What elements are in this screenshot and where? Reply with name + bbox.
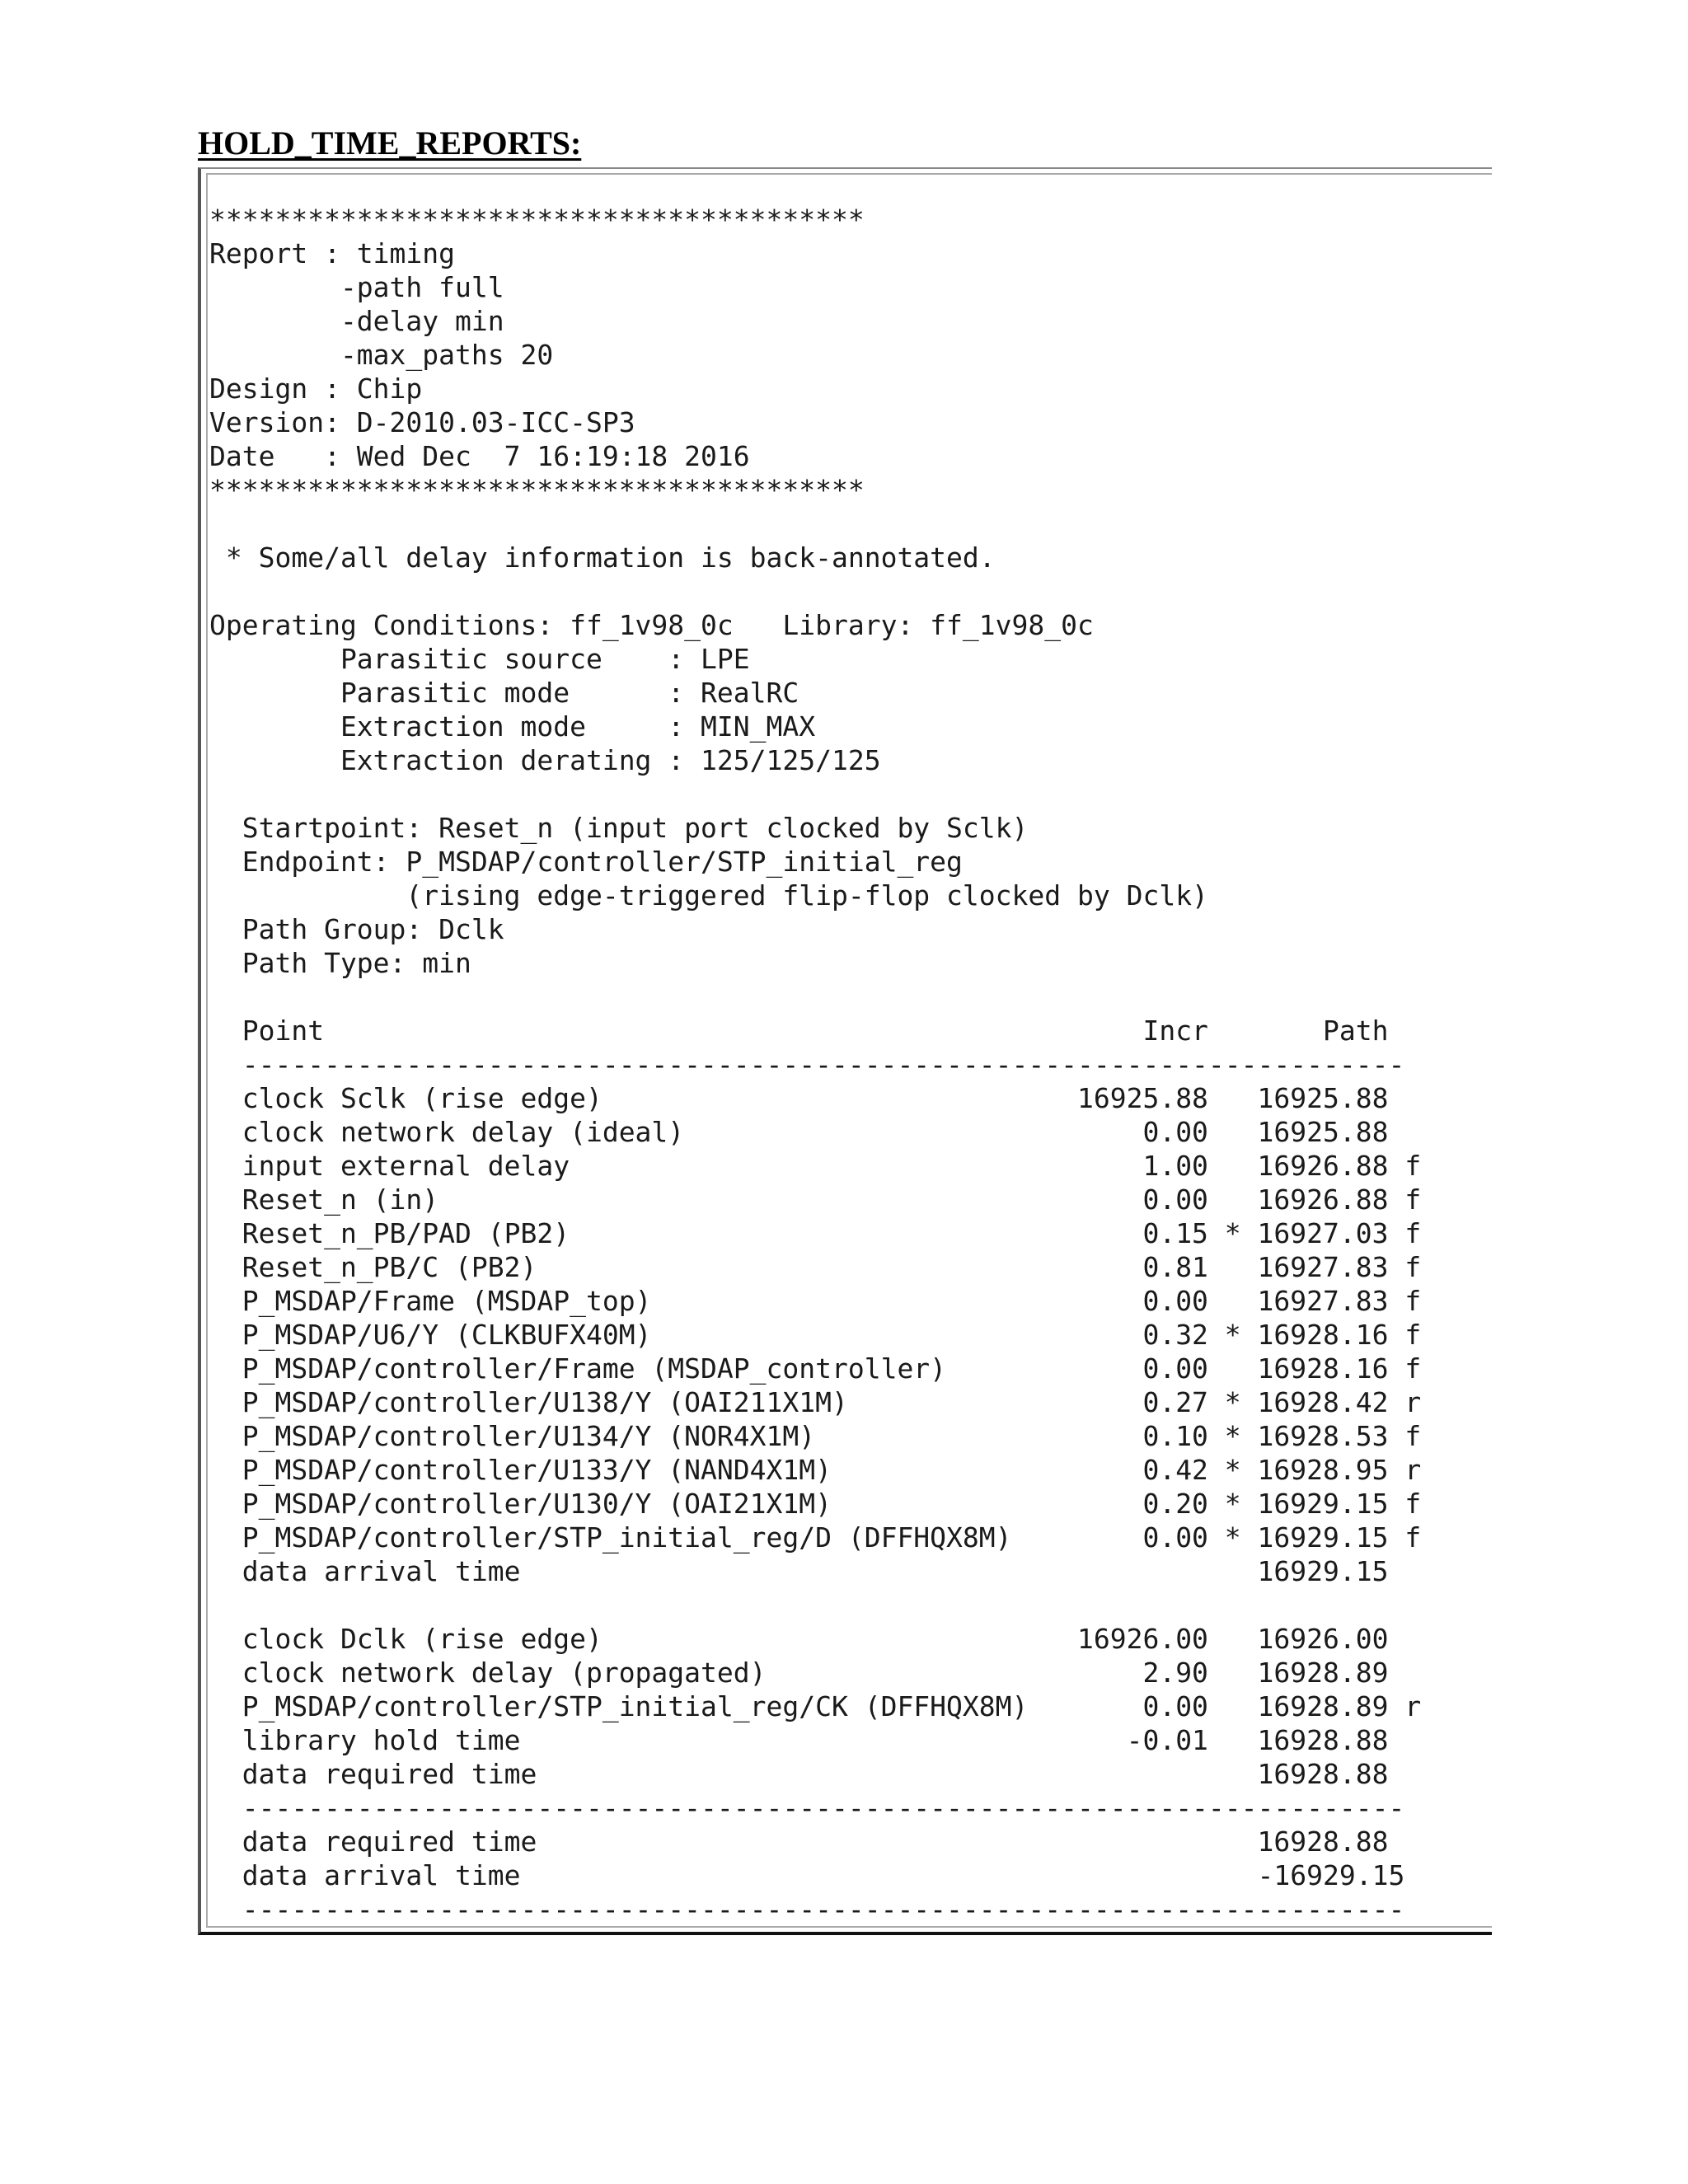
report-line [209,777,1492,811]
report-line: clock Dclk (rise edge) 16926.00 16926.00 [209,1623,1389,1655]
report-line: **************************************** [209,204,865,236]
report-line: Date : Wed Dec 7 16:19:18 2016 [209,440,750,472]
report-line: -delay min [209,305,504,337]
report-line: Reset_n_PB/PAD (PB2) 0.15 * 16927.03 f [209,1217,1422,1249]
report-line: input external delay 1.00 16926.88 f [209,1150,1422,1182]
report-line: Reset_n_PB/C (PB2) 0.81 16927.83 f [209,1251,1422,1283]
timing-report-text [209,203,1492,1926]
report-line: P_MSDAP/controller/U133/Y (NAND4X1M) 0.42 * 16928.95 r [209,1454,1422,1486]
report-line: Version: D-2010.03-ICC-SP3 [209,406,635,438]
report-line: clock network delay (propagated) 2.90 16928.89 [209,1657,1389,1689]
report-line: Point Incr Path [209,1015,1389,1047]
report-line [209,507,1492,541]
report-line: P_MSDAP/controller/U134/Y (NOR4X1M) 0.10 * 16928.53 f [209,1420,1422,1452]
report-line: ----------------------------------------------------------------------- [209,1893,1405,1925]
report-line: (rising edge-triggered flip-flop clocked by Dclk) [209,879,1208,912]
report-line: data arrival time 16929.15 [209,1555,1389,1587]
report-line: P_MSDAP/Frame (MSDAP_top) 0.00 16927.83 f [209,1285,1422,1317]
report-line: clock network delay (ideal) 0.00 16925.88 [209,1116,1389,1148]
report-line: Extraction derating : 125/125/125 [209,744,881,776]
report-line: library hold time -0.01 16928.88 [209,1724,1389,1756]
report-line: P_MSDAP/controller/Frame (MSDAP_controller) 0.00 16928.16 f [209,1352,1422,1385]
report-line: ----------------------------------------------------------------------- [209,1792,1405,1824]
report-line: ----------------------------------------------------------------------- [209,1048,1405,1080]
report-line: P_MSDAP/controller/U138/Y (OAI211X1M) 0.27 * 16928.42 r [209,1386,1422,1418]
report-line: Reset_n (in) 0.00 16926.88 f [209,1183,1422,1216]
report-line: P_MSDAP/controller/STP_initial_reg/CK (DFFHQX8M) 0.00 16928.89 r [209,1690,1422,1722]
report-line: Extraction mode : MIN_MAX [209,710,816,743]
report-line: Operating Conditions: ff_1v98_0c Library: ff_1v98_0c [209,609,1094,641]
report-line: Parasitic source : LPE [209,643,750,675]
report-line: data arrival time -16929.15 [209,1859,1405,1891]
report-line: Design : Chip [209,373,423,405]
report-line [209,980,1492,1014]
report-line: P_MSDAP/controller/STP_initial_reg/D (DFFHQX8M) 0.00 * 16929.15 f [209,1521,1422,1554]
report-line: **************************************** [209,474,865,506]
report-frame [198,167,1492,1935]
report-line: data required time 16928.88 [209,1825,1389,1858]
page-title: HOLD_TIME_REPORTS: [198,124,582,162]
report-line: Path Type: min [209,947,471,979]
report-line: Endpoint: P_MSDAP/controller/STP_initial_reg [209,846,963,878]
report-line: -max_paths 20 [209,339,554,371]
report-line: Report : timing [209,237,456,269]
report-line [209,574,1492,608]
report-line [209,1588,1492,1622]
report-line: Path Group: Dclk [209,913,504,945]
report-line: -path full [209,271,504,303]
report-line: P_MSDAP/controller/U130/Y (OAI21X1M) 0.20 * 16929.15 f [209,1488,1422,1520]
report-line: * Some/all delay information is back-annotated. [209,541,996,574]
report-line: data required time 16928.88 [209,1758,1389,1790]
report-line: Startpoint: Reset_n (input port clocked by Sclk) [209,812,1029,844]
report-line: clock Sclk (rise edge) 16925.88 16925.88 [209,1082,1389,1114]
report-line: Parasitic mode : RealRC [209,677,799,709]
report-line: P_MSDAP/U6/Y (CLKBUFX40M) 0.32 * 16928.16 f [209,1319,1422,1351]
